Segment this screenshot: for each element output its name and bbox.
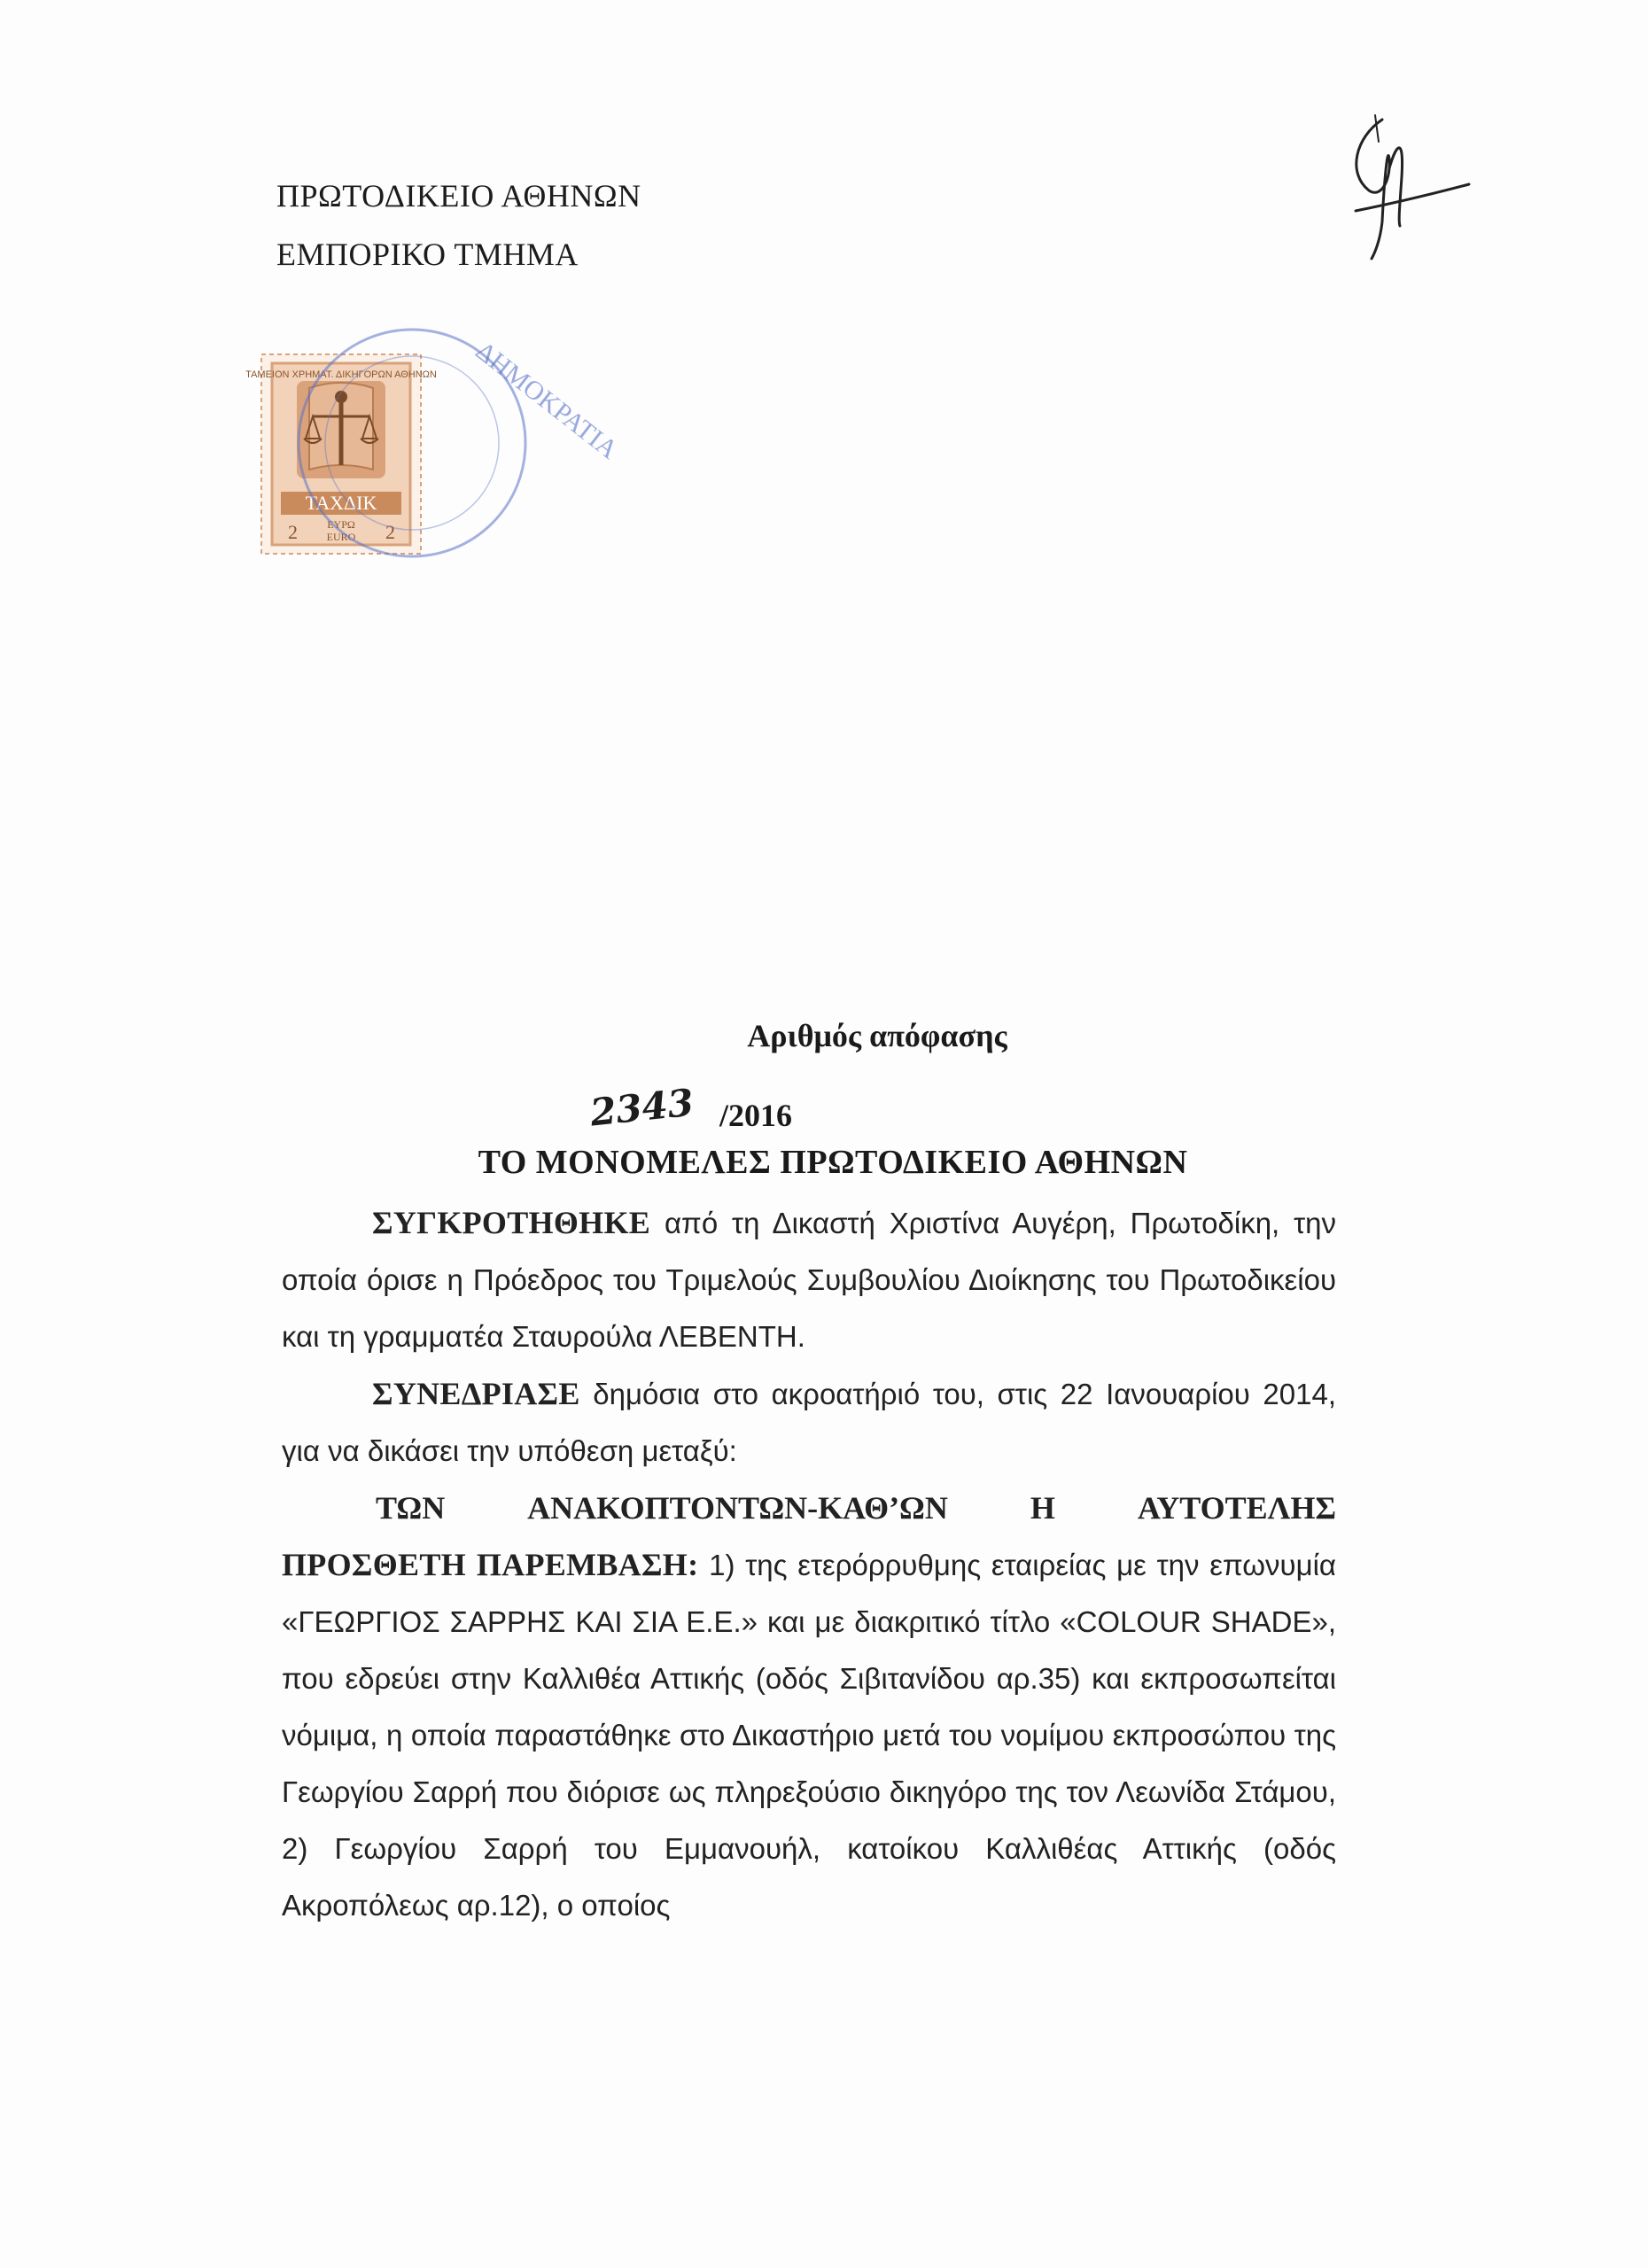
paragraph-parties [282,1536,1336,1934]
signature-mark [1320,106,1480,266]
decision-number [585,1072,792,1134]
revenue-stamp [235,292,624,629]
decision-body [282,1194,1336,1934]
session-text: δημόσια στο ακροατήριό του, στις 22 Ιανουαρίου 2014, για να δικάσει την υπόθεση μεταξύ: [282,1378,1336,1467]
stamp-label: ΤΑΧΔΙΚ [305,492,377,514]
composition-lead: ΣΥΓΚΡΟΤΗΘΗΚΕ [372,1205,651,1240]
session-lead: ΣΥΝΕΔΡΙΑΣΕ [372,1376,580,1411]
parties-text: 1) της ετερόρρυθμης εταιρείας με την επωνυμία «ΓΕΩΡΓΙΟΣ ΣΑΡΡΗΣ ΚΑΙ ΣΙΑ Ε.Ε.» και με διακριτικό τίτλο «COLOUR SHADE», που εδρεύει στην Καλλιθέα Αττικής (οδός Σιβιτανίδου αρ.35) και εκπροσωπείται νόμιμα, η οποία παραστάθηκε στο Δικαστήριο μετά του νομίμου εκπροσώπου της Γεωργίου Σαρρή που διόρισε ως πληρεξούσιο δικηγόρο της τον Λεωνίδα Στάμου, 2) Γεωργίου Σαρρή του Εμμανουήλ, κατοίκου Καλλιθέας Αττικής (οδός Ακροπόλεως αρ.12), ο οποίος [282,1549,1336,1922]
decision-year: /2016 [719,1098,793,1133]
parties-word-1: ΤΩΝ [376,1490,446,1526]
stamp-value-right: 2 [385,521,395,543]
stamp-fund-text: ΤΑΜΕΙΟΝ ΧΡΗΜΑΤ. ΔΙΚΗΓΟΡΩΝ ΑΘΗΝΩΝ [245,369,437,380]
composition-text: από τη Δικαστή Χριστίνα Αυγέρη, Πρωτοδίκη, την οποία όρισε η Πρόεδρος του Τριμελούς Συμβουλίου Διοίκησης του Πρωτοδικείου και τη γραμματέα Σταυρούλα ΛΕΒΕΝΤΗ. [282,1207,1336,1353]
court-name: ΠΡΩΤΟΔΙΚΕΙΟ ΑΘΗΝΩΝ [276,178,641,214]
parties-word-4: ΑΥΤΟΤΕΛΗΣ [1137,1490,1336,1526]
stamp-value-left: 2 [288,521,298,543]
paragraph-session [282,1365,1336,1480]
handwritten-number-text: 2343 [587,1080,696,1135]
parties-lead: ΠΡΟΣΘΕΤΗ ΠΑΡΕΜΒΑΣΗ: [282,1547,699,1582]
court-title: ΤΟ ΜΟΝΟΜΕΛΕΣ ΠΡΩΤΟΔΙΚΕΙΟ ΑΘΗΝΩΝ [478,1144,1188,1181]
decision-label: Αριθμός απόφασης [747,1018,1007,1053]
parties-heading [282,1480,1336,1536]
parties-word-3: Η [1030,1490,1055,1526]
stamp-currency-gr: ΕΥΡΩ [327,518,355,531]
parties-word-2: ΑΝΑΚΟΠΤΟΝΤΩΝ-ΚΑΘ’ΩΝ [527,1490,948,1526]
stamp-currency-en: EURO [326,531,356,543]
court-header [276,167,641,284]
paragraph-composition [282,1194,1336,1365]
seal-text: ΔΗΜΟΚΡΑΤΙΑ [470,336,624,465]
handwritten-number [585,1081,718,1134]
court-division: ΕΜΠΟΡΙΚΟ ΤΜΗΜΑ [276,237,579,272]
